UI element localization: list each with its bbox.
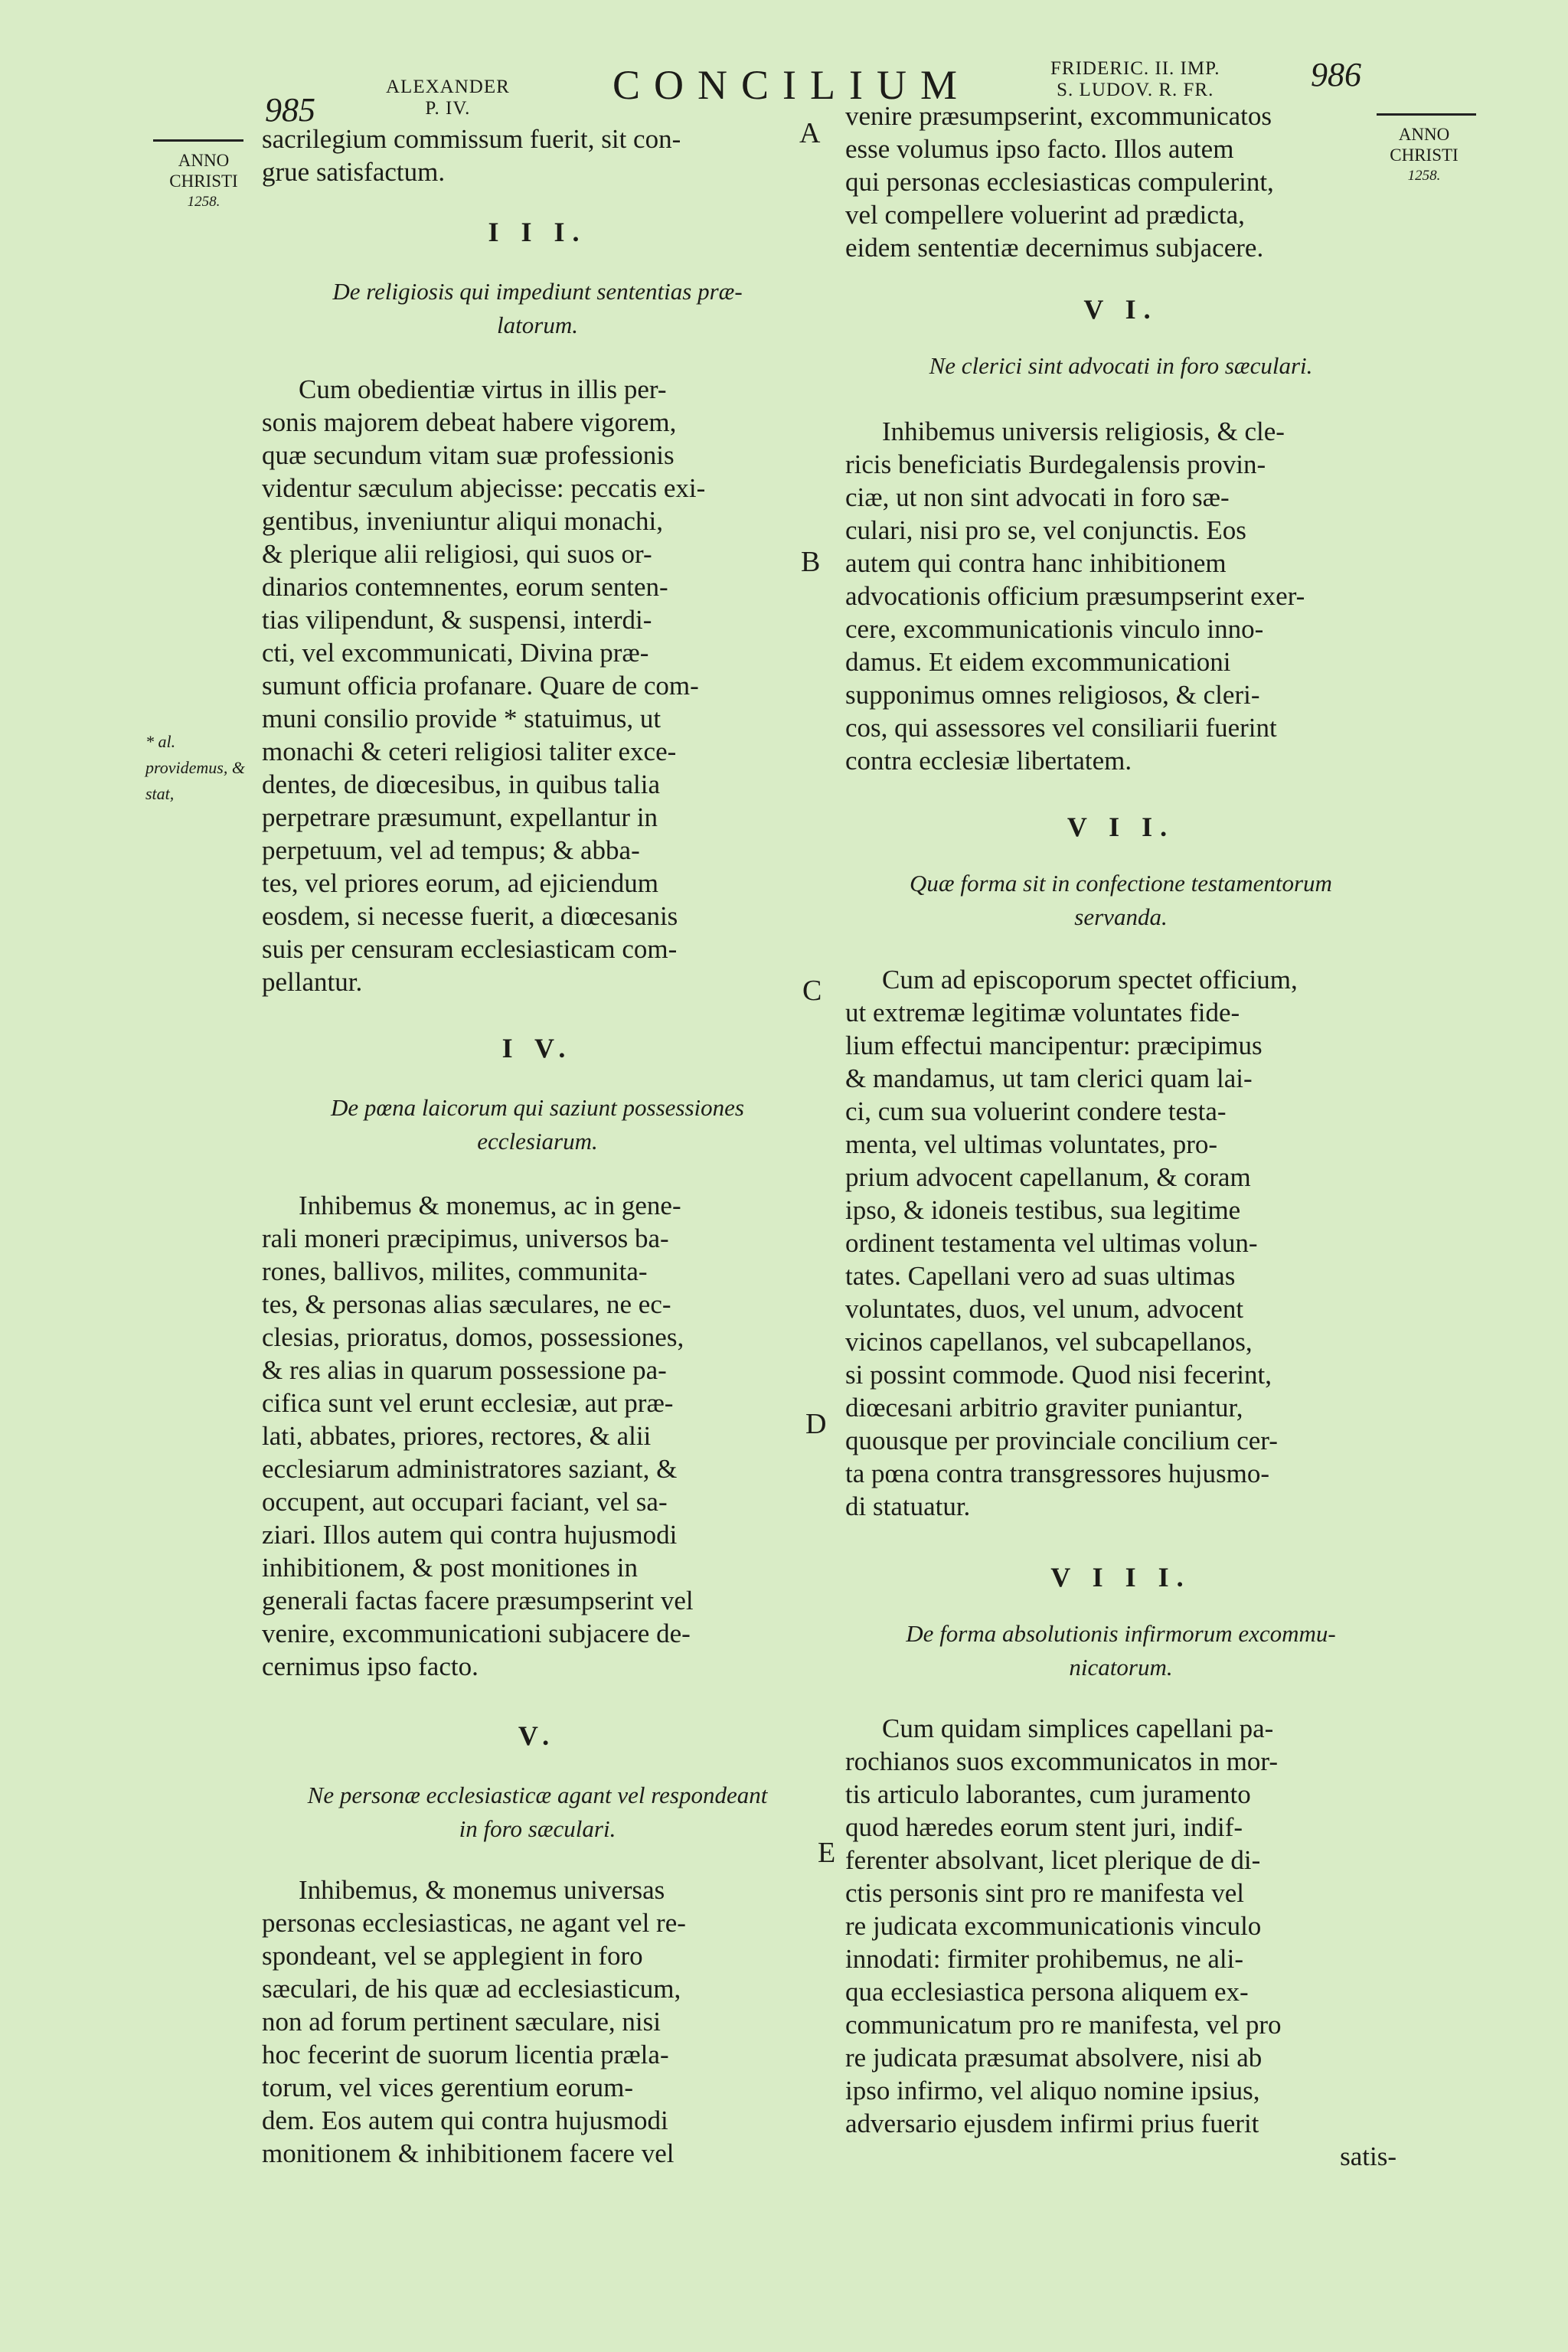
running-head-right-line: S. LUDOV. R. FR. xyxy=(1057,80,1214,100)
text-line: adversario ejusdem infirmi prius fuerit xyxy=(845,2109,1259,2138)
text-line: qua ecclesiastica persona aliquem ex- xyxy=(845,1977,1249,2007)
chapter-text xyxy=(845,1712,1396,2140)
section-letter: A xyxy=(799,117,821,149)
running-head-left xyxy=(386,77,510,119)
text-line: ordinent testamenta vel ultimas volun- xyxy=(845,1228,1258,1258)
text-line: suis per censuram ecclesiasticam com- xyxy=(262,934,678,964)
text-line: ferenter absolvant, licet plerique de di- xyxy=(845,1845,1261,1875)
text-line: cti, vel excommunicati, Divina præ- xyxy=(262,638,649,668)
text-line: ziari. Illos autem qui contra hujusmodi xyxy=(262,1520,678,1550)
text-line: tates. Capellani vero ad suas ultimas xyxy=(845,1261,1236,1291)
text-line: cos, qui assessores vel consiliarii fuerint xyxy=(845,713,1277,743)
text-line: qui personas ecclesiasticas compulerint, xyxy=(845,167,1274,197)
text-line: ipso, & idoneis testibus, sua legitime xyxy=(845,1195,1241,1225)
text-line: Cum quidam simplices capellani pa- xyxy=(882,1713,1274,1743)
text-line: supponimus omnes religiosos, & cleri- xyxy=(845,680,1260,710)
chapter-text xyxy=(845,963,1396,1523)
text-line: sacrilegium commissum fuerit, sit con- xyxy=(262,124,681,154)
anno-left xyxy=(165,150,242,212)
chapter-rubric: Ne personæ ecclesiasticæ agant vel respondeant xyxy=(307,1782,768,1808)
chapter-text xyxy=(262,1189,813,1683)
text-line: grue satisfactum. xyxy=(262,157,446,187)
text-line: ta pœna contra transgressores hujusmo- xyxy=(845,1459,1270,1488)
text-line: Inhibemus, & monemus universas xyxy=(299,1875,665,1905)
text-line: perpetuum, vel ad tempus; & abba- xyxy=(262,835,640,865)
text-line: sæculari, de his quæ ad ecclesiasticum, xyxy=(262,1974,681,2004)
chapter-rubric: servanda. xyxy=(1074,903,1168,930)
right-column xyxy=(845,100,1396,2173)
section-letter: D xyxy=(805,1408,827,1440)
text-line: torum, vel vices gerentium eorum- xyxy=(262,2073,633,2102)
text-line: ut extremæ legitimæ voluntates fide- xyxy=(845,998,1240,1027)
text-line: ipso infirmo, vel aliquo nomine ipsius, xyxy=(845,2076,1260,2105)
text-line: dentes, de diœcesibus, in quibus talia xyxy=(262,769,661,799)
page-title: CONCILIUM xyxy=(612,62,971,108)
chapter-number: V. xyxy=(518,1720,557,1751)
text-line: spondeant, vel se applegient in foro xyxy=(262,1941,643,1971)
margin-note-variant: * al. providemus, & stat, xyxy=(145,732,245,803)
anno-label: CHRISTI xyxy=(169,172,238,191)
text-line: innodati: firmiter prohibemus, ne ali- xyxy=(845,1944,1244,1974)
text-line: lati, abbates, priores, rectores, & alii xyxy=(262,1421,652,1451)
text-line: & plerique alii religiosi, qui suos or- xyxy=(262,539,652,569)
text-line: sonis majorem debeat habere vigorem, xyxy=(262,407,677,437)
text-line: Inhibemus & monemus, ac in gene- xyxy=(299,1191,681,1220)
text-line: generali factas facere præsumpserint vel xyxy=(262,1586,694,1615)
anno-label: CHRISTI xyxy=(1390,145,1459,165)
chapter-rubric: Ne clerici sint advocati in foro sæculari. xyxy=(929,352,1313,379)
text-line: esse volumus ipso facto. Illos autem xyxy=(845,134,1234,164)
text-line: si possint commode. Quod nisi fecerint, xyxy=(845,1360,1272,1390)
text-line: Cum ad episcoporum spectet officium, xyxy=(882,965,1298,995)
text-line: voluntates, duos, vel unum, advocent xyxy=(845,1294,1244,1324)
text-line: non ad forum pertinent sæculare, nisi xyxy=(262,2007,661,2037)
text-line: ci, cum sua voluerint condere testa- xyxy=(845,1096,1227,1126)
text-line: eosdem, si necesse fuerit, a diœcesanis xyxy=(262,901,678,931)
running-head-left-line: P. IV. xyxy=(425,98,471,119)
text-line: diœcesani arbitrio graviter puniantur, xyxy=(845,1393,1243,1423)
text-line: tis articulo laborantes, cum juramento xyxy=(845,1779,1251,1809)
chapter-rubric: ecclesiarum. xyxy=(477,1128,598,1155)
text-line: tes, vel priores eorum, ad ejiciendum xyxy=(262,868,659,898)
text-line: rones, ballivos, milites, communita- xyxy=(262,1256,648,1286)
text-line: muni consilio provide * statuimus, ut xyxy=(262,704,662,733)
text-line: monachi & ceteri religiosi taliter exce- xyxy=(262,737,677,766)
running-head-right-line: FRIDERIC. II. IMP. xyxy=(1050,58,1220,79)
chapter-number: V I I. xyxy=(1067,812,1175,842)
text-line: tes, & personas alias sæculares, ne ec- xyxy=(262,1289,671,1319)
text-line: rochianos suos excommunicatos in mor- xyxy=(845,1746,1279,1776)
text-line: communicatum pro re manifesta, vel pro xyxy=(845,2010,1282,2040)
text-line: damus. Et eidem excommunicationi xyxy=(845,647,1231,677)
text-line: quod hæredes eorum stent juri, indif- xyxy=(845,1812,1243,1842)
chapter-text xyxy=(845,415,1396,777)
text-line: videntur sæculum abjecisse: peccatis exi- xyxy=(262,473,706,503)
text-line: hoc fecerint de suorum licentia præla- xyxy=(262,2040,669,2069)
chapter-rubric: De pœna laicorum qui saziunt possessiones xyxy=(331,1094,744,1121)
anno-label: ANNO xyxy=(178,151,230,170)
chapter-rubric: Quæ forma sit in confectione testamentorum xyxy=(910,870,1332,897)
page-number-right: 986 xyxy=(1311,56,1361,93)
anno-year: 1258. xyxy=(1407,168,1441,184)
text-line: vicinos capellanos, vel subcapellanos, xyxy=(845,1327,1253,1357)
text-line: eidem sententiæ decernimus subjacere. xyxy=(845,233,1264,263)
text-line: vel compellere voluerint ad prædicta, xyxy=(845,200,1245,230)
text-line: re judicata excommunicationis vinculo xyxy=(845,1911,1262,1941)
text-line: ecclesiarum administratores saziant, & xyxy=(262,1454,678,1484)
text-line: personas ecclesiasticas, ne agant vel re- xyxy=(262,1908,686,1938)
catchword: satis- xyxy=(1340,2141,1396,2171)
text-line: & mandamus, ut tam clerici quam lai- xyxy=(845,1063,1253,1093)
chapter-rubric: De forma absolutionis infirmorum excommu- xyxy=(906,1620,1336,1647)
running-head-right xyxy=(1050,58,1220,101)
chapter-number: V I. xyxy=(1083,294,1158,325)
text-line: cernimus ipso facto. xyxy=(262,1651,479,1681)
text-line: dinarios contemnentes, eorum senten- xyxy=(262,572,668,602)
text-line: venire, excommunicationi subjacere de- xyxy=(262,1619,691,1648)
text-line: ricis beneficiatis Burdegalensis provin- xyxy=(845,449,1266,479)
text-line: quæ secundum vitam suæ professionis xyxy=(262,440,675,470)
text-line: inhibitionem, & post monitiones in xyxy=(262,1553,638,1583)
text-line: cifica sunt vel erunt ecclesiæ, aut præ- xyxy=(262,1388,674,1418)
section-letter: B xyxy=(801,546,821,578)
chapter-number: V I I I. xyxy=(1050,1562,1191,1592)
margin-rule-left xyxy=(153,139,243,142)
page-number-left: 985 xyxy=(265,91,315,129)
text-line: occupent, aut occupari faciant, vel sa- xyxy=(262,1487,668,1517)
chapter-rubric: latorum. xyxy=(497,312,578,338)
text-line: gentibus, inveniuntur aliqui monachi, xyxy=(262,506,663,536)
text-line: rali moneri præcipimus, universos ba- xyxy=(262,1223,669,1253)
chapter-text xyxy=(262,1873,813,2170)
chapter-number: I V. xyxy=(501,1033,573,1063)
chapter-text xyxy=(262,373,813,998)
anno-label: ANNO xyxy=(1398,125,1450,144)
anno-year: 1258. xyxy=(187,194,220,210)
chapter-rubric: nicatorum. xyxy=(1069,1654,1173,1681)
left-column xyxy=(262,122,813,2170)
text-line: perpetrare præsumunt, expellantur in xyxy=(262,802,658,832)
chapter-rubric: in foro sæculari. xyxy=(459,1815,616,1842)
section-letter: C xyxy=(802,975,822,1007)
text-line: cere, excommunicationis vinculo inno- xyxy=(845,614,1264,644)
text-line: & res alias in quarum possessione pa- xyxy=(262,1355,667,1385)
text-line: advocationis officium præsumpserint exer- xyxy=(845,581,1305,611)
text-line: venire præsumpserint, excommunicatos xyxy=(845,101,1272,131)
text-line: culari, nisi pro se, vel conjunctis. Eos xyxy=(845,515,1246,545)
text-line: Inhibemus universis religiosis, & cle- xyxy=(882,416,1285,446)
chapter-rubric: De religiosis qui impediunt sententias præ- xyxy=(332,278,743,305)
text-line: prium advocent capellanum, & coram xyxy=(845,1162,1251,1192)
text-line: autem qui contra hanc inhibitionem xyxy=(845,548,1227,578)
text-line: dem. Eos autem qui contra hujusmodi xyxy=(262,2105,668,2135)
text-line: pellantur. xyxy=(262,967,363,997)
text-line: lium effectui mancipentur: præcipimus xyxy=(845,1031,1263,1060)
text-line: Cum obedientiæ virtus in illis per- xyxy=(299,374,667,404)
text-line: monitionem & inhibitionem facere vel xyxy=(262,2138,675,2168)
text-line: ctis personis sint pro re manifesta vel xyxy=(845,1878,1244,1908)
chapter-number: I I I. xyxy=(488,217,587,247)
running-head-left-line: ALEXANDER xyxy=(386,77,510,97)
text-line: menta, vel ultimas voluntates, pro- xyxy=(845,1129,1218,1159)
text-line: di statuatur. xyxy=(845,1491,971,1521)
text-line: tias vilipendunt, & suspensi, interdi- xyxy=(262,605,652,635)
text-line: re judicata præsumat absolvere, nisi ab xyxy=(845,2043,1263,2073)
text-line: clesias, prioratus, domos, possessiones, xyxy=(262,1322,684,1352)
text-line: contra ecclesiæ libertatem. xyxy=(845,746,1132,776)
text-line: sumunt officia profanare. Quare de com- xyxy=(262,671,699,701)
text-line: quousque per provinciale concilium cer- xyxy=(845,1426,1278,1455)
text-line: ciæ, ut non sint advocati in foro sæ- xyxy=(845,482,1230,512)
section-letter: E xyxy=(818,1837,836,1869)
